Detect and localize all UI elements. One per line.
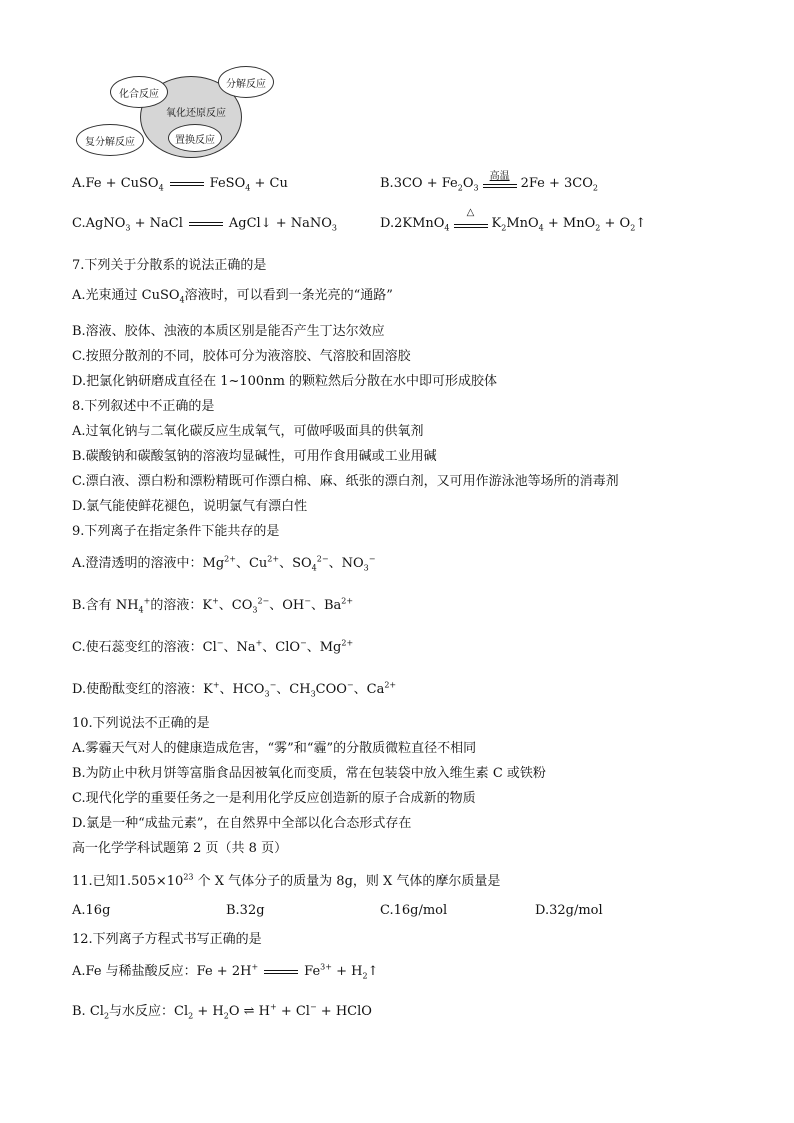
- q9-option-d: D.使酚酞变红的溶液：K+、$HCO_3^-$、$CH_3COO^-$、$Ca^{2+}$: [72, 680, 397, 699]
- q12-option-b: B. $Cl_2$与水反应：$Cl_2 + H_2O$ ⇌ H+ + Cl− + HClO: [72, 1002, 372, 1021]
- q10-stem: 10.下列说法不正确的是: [72, 716, 210, 731]
- q6-option-c: C.AgNO$_3$ + NaCl AgCl↓ + NaNO$_3$: [72, 216, 337, 233]
- combination-bubble: [110, 76, 168, 108]
- q10-option-b: B.为防止中秋月饼等富脂食品因被氧化而变质，常在包装袋中放入维生素 C 或铁粉: [72, 766, 546, 781]
- page-footer: 高一化学学科试题第 2 页（共 8 页）: [72, 841, 288, 856]
- reaction-type-diagram: [70, 66, 280, 156]
- heat-label: △: [466, 206, 475, 218]
- q12-stem: 12.下列离子方程式书写正确的是: [72, 932, 262, 947]
- decomposition-bubble: [218, 66, 274, 98]
- q9-option-b: B.含有 $NH_4^+$的溶液：K+、$CO_3^{2-}$、OH−、$Ba^{2+}$: [72, 596, 354, 615]
- q8-option-d: D.氯气能使鲜花褪色，说明氯气有漂白性: [72, 499, 308, 514]
- decomposition-label: 分解反应: [226, 78, 266, 90]
- q7-option-a: A.光束通过 CuSO$_4$溶液时，可以看到一条光亮的“通路”: [72, 288, 393, 305]
- q12-option-a: A.Fe 与稀盐酸反应：Fe + 2H+ $Fe^{3+}$ + $H_2↑$: [72, 962, 379, 981]
- q11-stem: 11.已知$1.505\times 10^{23}$ 个 X 气体分子的质量为 8g，则 X 气体的摩尔质量是: [72, 872, 501, 889]
- q6-option-b: $B.3CO + Fe_2O_3$ 高温 $2Fe + 3CO_2$: [380, 176, 598, 191]
- double-decomp-label: 复分解反应: [85, 136, 135, 148]
- q6-option-a: A.Fe + CuSO$_4$ FeSO$_4$ + Cu: [72, 176, 288, 193]
- combination-label: 化合反应: [119, 88, 159, 100]
- high-temp-label: 高温: [489, 170, 510, 182]
- displacement-label: 置换反应: [175, 134, 215, 146]
- q9-option-a: A.澄清透明的溶液中：$Mg^{2+}$、$Cu^{2+}$、$SO_4^{2-}$、$NO_3^-$: [72, 554, 376, 573]
- q11-option-a: A.16g: [72, 903, 111, 918]
- q9-option-c: C.使石蕊变红的溶液：Cl−、Na+、ClO−、$Mg^{2+}$: [72, 638, 354, 655]
- q10-option-d: D.氯是一种“成盐元素”，在自然界中全部以化合态形式存在: [72, 816, 412, 831]
- q8-stem: 8.下列叙述中不正确的是: [72, 399, 215, 414]
- q8-option-a: A.过氧化钠与二氧化碳反应生成氧气，可做呼吸面具的供氧剂: [72, 424, 424, 439]
- q10-option-c: C.现代化学的重要任务之一是利用化学反应创造新的原子合成新的物质: [72, 791, 476, 806]
- q11-option-b: B.32g: [226, 903, 265, 918]
- q8-option-b: B.碳酸钠和碳酸氢钠的溶液均显碱性，可用作食用碱或工业用碱: [72, 449, 437, 464]
- displacement-bubble: [168, 124, 222, 152]
- q9-stem: 9.下列离子在指定条件下能共存的是: [72, 524, 280, 539]
- q10-option-a: A.雾霾天气对人的健康造成危害，“雾”和“霾”的分散质微粒直径不相同: [72, 741, 477, 756]
- redox-label: 氧化还原反应: [166, 108, 226, 119]
- q7-stem: 7.下列关于分散系的说法正确的是: [72, 258, 267, 273]
- double-decomp-bubble: [76, 124, 144, 156]
- q8-option-c: C.漂白液、漂白粉和漂粉精既可作漂白棉、麻、纸张的漂白剂，又可用作游泳池等场所的消毒剂: [72, 474, 619, 489]
- q7-option-d: D.把氯化钠研磨成直径在 1~100nm 的颗粒然后分散在水中即可形成胶体: [72, 374, 498, 389]
- q11-option-d: D.32g/mol: [535, 903, 603, 918]
- q7-option-c: C.按照分散剂的不同，胶体可分为液溶胶、气溶胶和固溶胶: [72, 349, 411, 364]
- q11-option-c: C.16g/mol: [380, 903, 448, 918]
- q7-option-b: B.溶液、胶体、浊液的本质区别是能否产生丁达尔效应: [72, 324, 385, 339]
- q6-option-d: D.2KMnO$_4$ △ $K_2MnO_4 + MnO_2$ + $O_2↑$: [380, 206, 647, 233]
